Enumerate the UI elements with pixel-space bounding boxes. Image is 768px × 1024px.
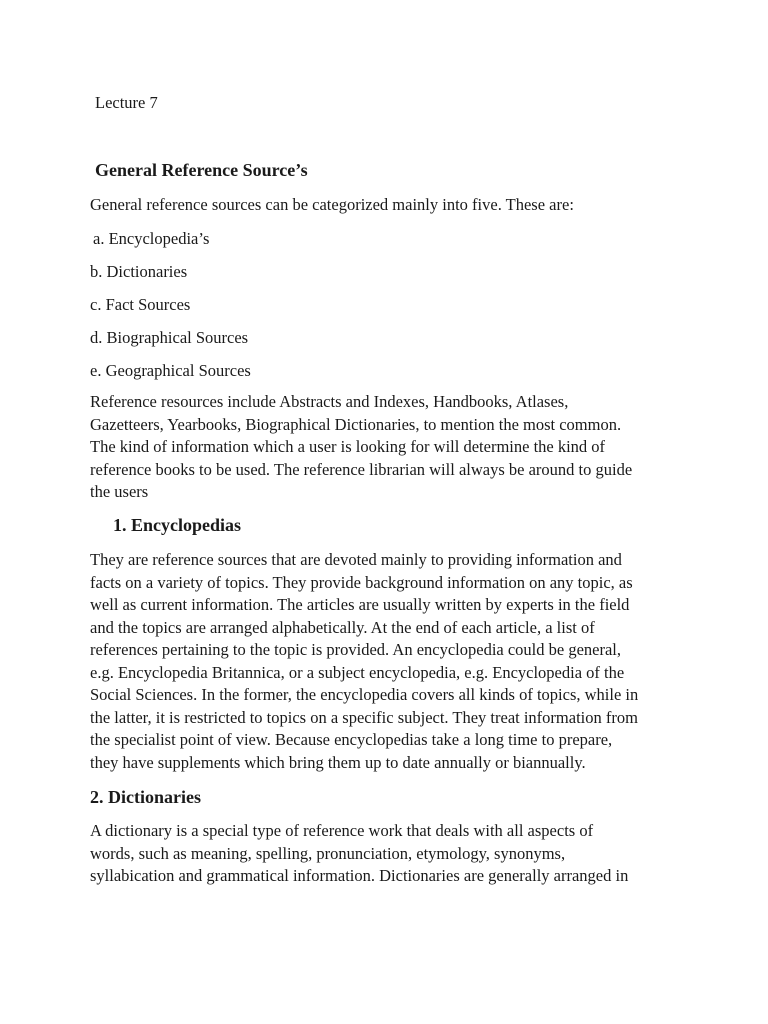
paragraph-line: e.g. Encyclopedia Britannica, or a subject encyclopedia, e.g. Encyclopedia of the [90, 662, 625, 682]
list-item: b. Dictionaries [90, 262, 188, 281]
list-item: e. Geographical Sources [90, 361, 251, 380]
paragraph-line: syllabication and grammatical information. Dictionaries are generally arranged in [90, 866, 629, 885]
reference-resources-paragraph [90, 391, 690, 504]
paragraph-line: the specialist point of view. Because encyclopedias take a long time to prepare, [90, 730, 613, 749]
paragraph-line: facts on a variety of topics. They provide background information on any topic, as [90, 572, 633, 592]
paragraph-line: The kind of information which a user is looking for will determine the kind of [90, 437, 606, 456]
paragraph-line: and the topics are arranged alphabetically. At the end of each article, a list of [90, 617, 595, 637]
paragraph-line: Gazetteers, Yearbooks, Biographical Dictionaries, to mention the most common. [90, 414, 622, 434]
paragraph-line: the users [90, 482, 149, 501]
list-item: c. Fact Sources [90, 295, 191, 314]
paragraph-line: Social Sciences. In the former, the encyclopedia covers all kinds of topics, while in [90, 685, 639, 704]
dictionaries-paragraph [90, 820, 690, 888]
intro-sentence: General reference sources can be categorized mainly into five. These are: [90, 195, 574, 214]
paragraph-line: reference books to be used. The reference librarian will always be around to guide [90, 459, 633, 479]
list-item: a. Encyclopedia’s [93, 229, 210, 248]
paragraph-line: They are reference sources that are devoted mainly to providing information and [90, 550, 622, 569]
paragraph-line: references pertaining to the topic is provided. An encyclopedia could be general, [90, 640, 622, 659]
lecture-label: Lecture 7 [95, 93, 158, 112]
paragraph-line: words, such as meaning, spelling, pronunciation, etymology, synonyms, [90, 843, 566, 863]
main-heading: General Reference Source’s [95, 160, 308, 180]
encyclopedias-heading: 1. Encyclopedias [113, 515, 242, 535]
paragraph-line: Reference resources include Abstracts and Indexes, Handbooks, Atlases, [90, 392, 569, 411]
encyclopedias-paragraph [90, 549, 690, 774]
paragraph-line: A dictionary is a special type of reference work that deals with all aspects of [90, 821, 594, 840]
list-item: d. Biographical Sources [90, 328, 249, 347]
dictionaries-heading: 2. Dictionaries [90, 787, 201, 807]
paragraph-line: the latter, it is restricted to topics on a specific subject. They treat information from [90, 707, 638, 727]
paragraph-line: well as current information. The articles are usually written by experts in the field [90, 595, 630, 614]
source-category-list [90, 228, 251, 393]
paragraph-line: they have supplements which bring them up to date annually or biannually. [90, 752, 586, 772]
